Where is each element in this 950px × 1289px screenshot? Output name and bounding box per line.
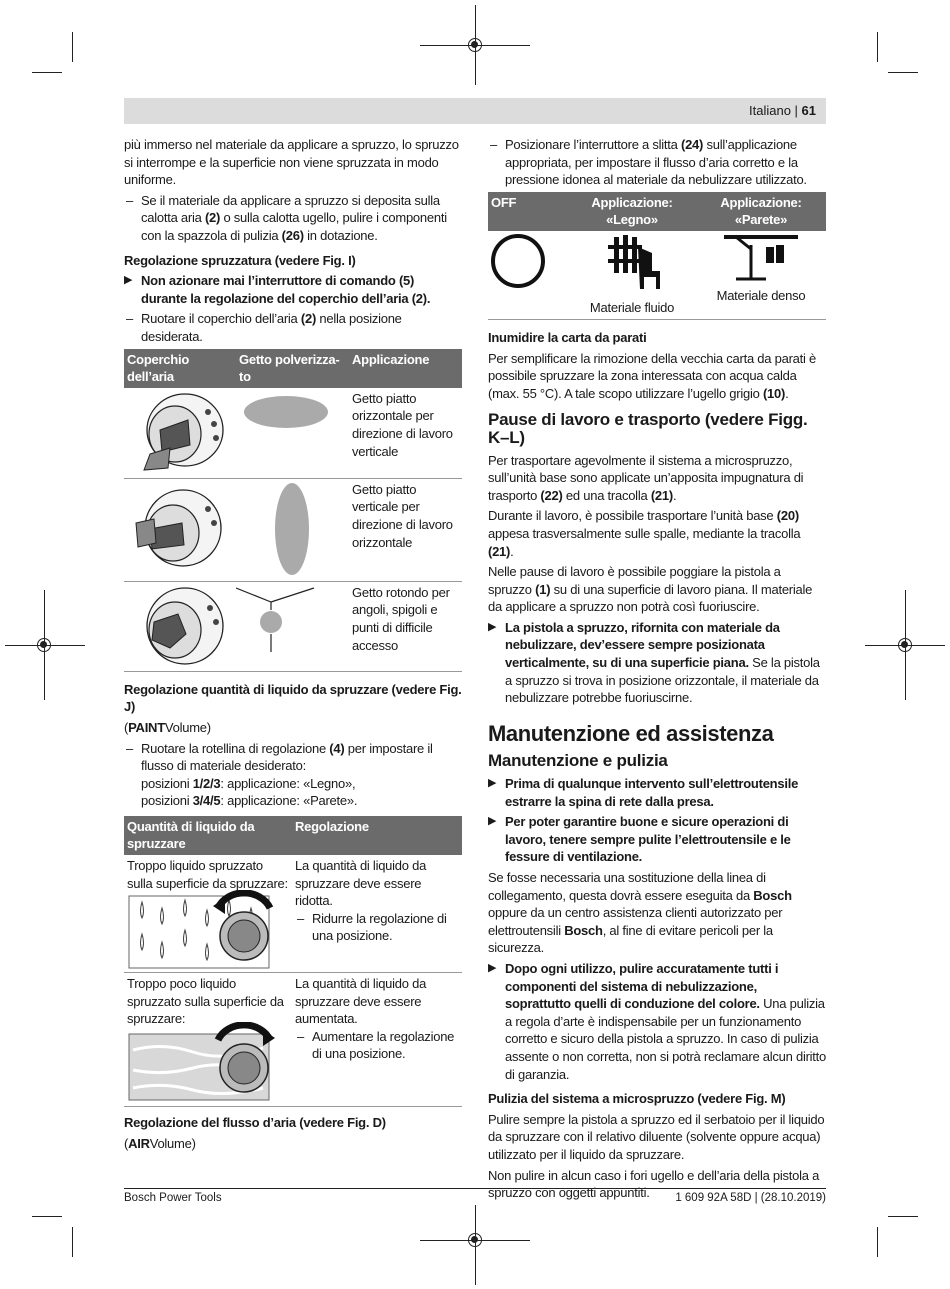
liquid-quantity-table [124, 816, 462, 1107]
spray-pattern-round [236, 582, 349, 670]
intro-text: più immerso nel materiale da applicare a spruzzo, lo spruzzo si interrompe e la superficie non viene spruzzata in modo uniforme. [124, 137, 459, 188]
paragraph: Per semplificare la rimozione della vecchia carta da parati è possibile spruzzare la zona interessata con acqua calda (max. 55 °C). A tale scopo utilizzare l’ugello grigio (10). [488, 350, 816, 401]
table-row [124, 582, 462, 672]
material-label: Materiale fluido [589, 299, 675, 315]
subheading: Pulizia del sistema a microspruzzo (vedere Fig. M) [488, 1091, 786, 1107]
section-heading: Manutenzione e pulizia [488, 751, 668, 771]
spray-pattern-vertical [236, 479, 349, 579]
footer-rule [124, 1188, 826, 1189]
wall-icon [696, 231, 826, 291]
table-row [124, 855, 462, 973]
registration-mark [468, 38, 482, 52]
header-language: Italiano [749, 103, 791, 118]
problem-text: Troppo poco liquido spruzzato sulla superficie da spruzzare: [127, 976, 284, 1027]
application-text: Getto piatto orizzontale per direzione di lavoro verticale [352, 390, 453, 459]
subheading: Regolazione quantità di liquido da spruzzare (vedere Fig. J) [124, 681, 462, 715]
table-header: Coperchio dell’aria Getto polverizzato Applicazione [124, 349, 462, 388]
table-row [124, 973, 462, 1107]
off-icon [488, 231, 568, 317]
footer-right: 1 609 92A 58D | (28.10.2019) [675, 1192, 826, 1204]
crop-mark [32, 1216, 62, 1217]
warning-item: ▶ Non azionare mai l’interruttore di comando (5) durante la regolazione del coperchio dell’aria (2). [124, 272, 462, 307]
table-row [124, 388, 462, 479]
warning-item: ▶ La pistola a spruzzo, rifornita con materiale da nebulizzare, dev’essere sempre posizionata verticalmente, su di una superficie piana. Se la pistola a spruzzo si trova in posizione orizzontale, il materiale da nebulizzare potrebbe fuoriuscirne. [488, 619, 826, 707]
warning-item: ▶ Prima di qualunque intervento sull’elettroutensile estrarre la spina di rete dalla presa. [488, 775, 826, 810]
paragraph: Durante il lavoro, è possibile trasportare l’unità base (20) appesa trasversalmente sulle spalle, mediante la tracolla (21). [488, 508, 801, 559]
problem-text: Troppo liquido spruzzato sulla superficie da spruzzare: [127, 858, 288, 891]
airflow-table [488, 192, 826, 320]
paragraph: Se fosse necessaria una sostituzione della linea di collegamento, questa dovrà essere eseguita da Bosch oppure da un centro assistenza clienti autorizzato per elettroutensili Bosch, al fine di evitare pericoli per la sicurezza. [488, 870, 792, 956]
fix-text: La quantità di liquido da spruzzare deve essere aumentata. [295, 976, 427, 1027]
spray-pattern-horizontal [236, 388, 349, 478]
warning-item: ▶ Per poter garantire buone e sicure operazioni di lavoro, tenere sempre pulite l’elettroutensile e le fessure di ventilazione. [488, 813, 826, 866]
subheading: Inumidire la carta da parati [488, 329, 647, 345]
page-number: 61 [801, 103, 816, 118]
paragraph: Non pulire in alcun caso i fori ugello e dell’aria della pistola a spruzzo con oggetti appuntiti. [488, 1167, 820, 1201]
list-item: – Ruotare il coperchio dell’aria (2) nella posizione desiderata. [124, 310, 462, 345]
crop-mark [72, 1227, 73, 1257]
section-heading: Pause di lavoro e trasporto (vedere Figg. K–L) [488, 410, 808, 447]
paragraph: Nelle pause di lavoro è possibile poggiare la pistola a spruzzo (1) su di una superficie di lavoro piana. Il materiale da applicare a spruzzo non potrà così fuoriuscire. [488, 564, 813, 615]
table-header: Quantità di liquido da spruzzare Regolazione [124, 816, 462, 855]
subheading: Regolazione del flusso d’aria (vedere Fig. D) [124, 1115, 386, 1131]
paragraph: Pulire sempre la pistola a spruzzo ed il serbatoio per il liquido da spruzzare con il relativo diluente (solvente oppure acqua) utilizzato per il liquido da spruzzare. [488, 1111, 825, 1162]
paint-volume-label: (PAINTVolume) [124, 719, 211, 735]
crop-mark [888, 72, 918, 73]
footer-left: Bosch Power Tools [124, 1192, 222, 1204]
adjustment-wheel-increase [212, 1022, 276, 1098]
left-column [124, 136, 462, 1155]
list-item: – Posizionare l’interruttore a slitta (24) sull’applicazione appropriata, per impostare il flusso d’aria corretto e la pressione idonea al materiale da nebulizzare utilizzato. [488, 136, 826, 189]
material-label: Materiale denso [716, 287, 806, 303]
table-header: OFF Applicazione: «Legno» Applicazione: «Parete» [488, 192, 826, 231]
crop-mark [888, 1216, 918, 1217]
crop-mark [877, 1227, 878, 1257]
action-text: – Aumentare la regolazione di una posizione. [295, 1028, 459, 1063]
crop-mark [72, 32, 73, 62]
table-row [488, 231, 826, 320]
registration-mark [37, 638, 51, 652]
application-text: Getto rotondo per angoli, spigoli e punti di difficile accesso [352, 584, 450, 653]
action-text: – Ridurre la regolazione di una posizione. [295, 910, 459, 945]
right-column [488, 136, 826, 1205]
registration-mark [468, 1233, 482, 1247]
adjustment-wheel-decrease [212, 890, 276, 966]
air-cap-image [130, 584, 230, 670]
air-cap-image [130, 390, 230, 478]
air-volume-label: (AIRVolume) [124, 1135, 196, 1151]
crop-mark [877, 32, 878, 62]
fix-text: La quantità di liquido da spruzzare deve essere ridotta. [295, 858, 427, 909]
warning-item: ▶ Dopo ogni utilizzo, pulire accuratamente tutti i componenti del sistema di nebulizzazione, soprattutto quelli di conduzione del colore. Una pulizia a regola d’arte è indispensabile per un funzionamento corretto e sicuro della pistola a spruzzo. In caso di pulizia assente o non corretta, non si potrà reclamare alcun diritto di garanzia. [488, 960, 826, 1083]
application-text: Getto piatto verticale per direzione di lavoro orizzontale [352, 481, 453, 550]
list-item: – Se il materiale da applicare a spruzzo si deposita sulla calotta aria (2) o sulla calotta ugello, pulire i componenti con la spazzola di pulizia (26) in dotazione. [124, 192, 462, 245]
page-header: Italiano | 61 [124, 98, 826, 124]
fence-chair-icon [568, 231, 696, 295]
crop-mark [32, 72, 62, 73]
list-item: – Ruotare la rotellina di regolazione (4) per impostare il flusso di materiale desiderato: posizioni 1/2/3: applicazione: «Legno», posizioni 3/4/5: applicazione: «Parete». [124, 740, 462, 810]
registration-mark [898, 638, 912, 652]
air-cap-image [128, 483, 228, 581]
paragraph: Per trasportare agevolmente il sistema a microspruzzo, sull’unità base sono applicate un’apposita impugnatura di trasporto (22) ed una tracolla (21). [488, 452, 804, 503]
subheading: Regolazione spruzzatura (vedere Fig. I) [124, 252, 356, 268]
air-cap-table [124, 349, 462, 672]
table-row [124, 479, 462, 582]
chapter-heading: Manutenzione ed assistenza [488, 720, 774, 746]
